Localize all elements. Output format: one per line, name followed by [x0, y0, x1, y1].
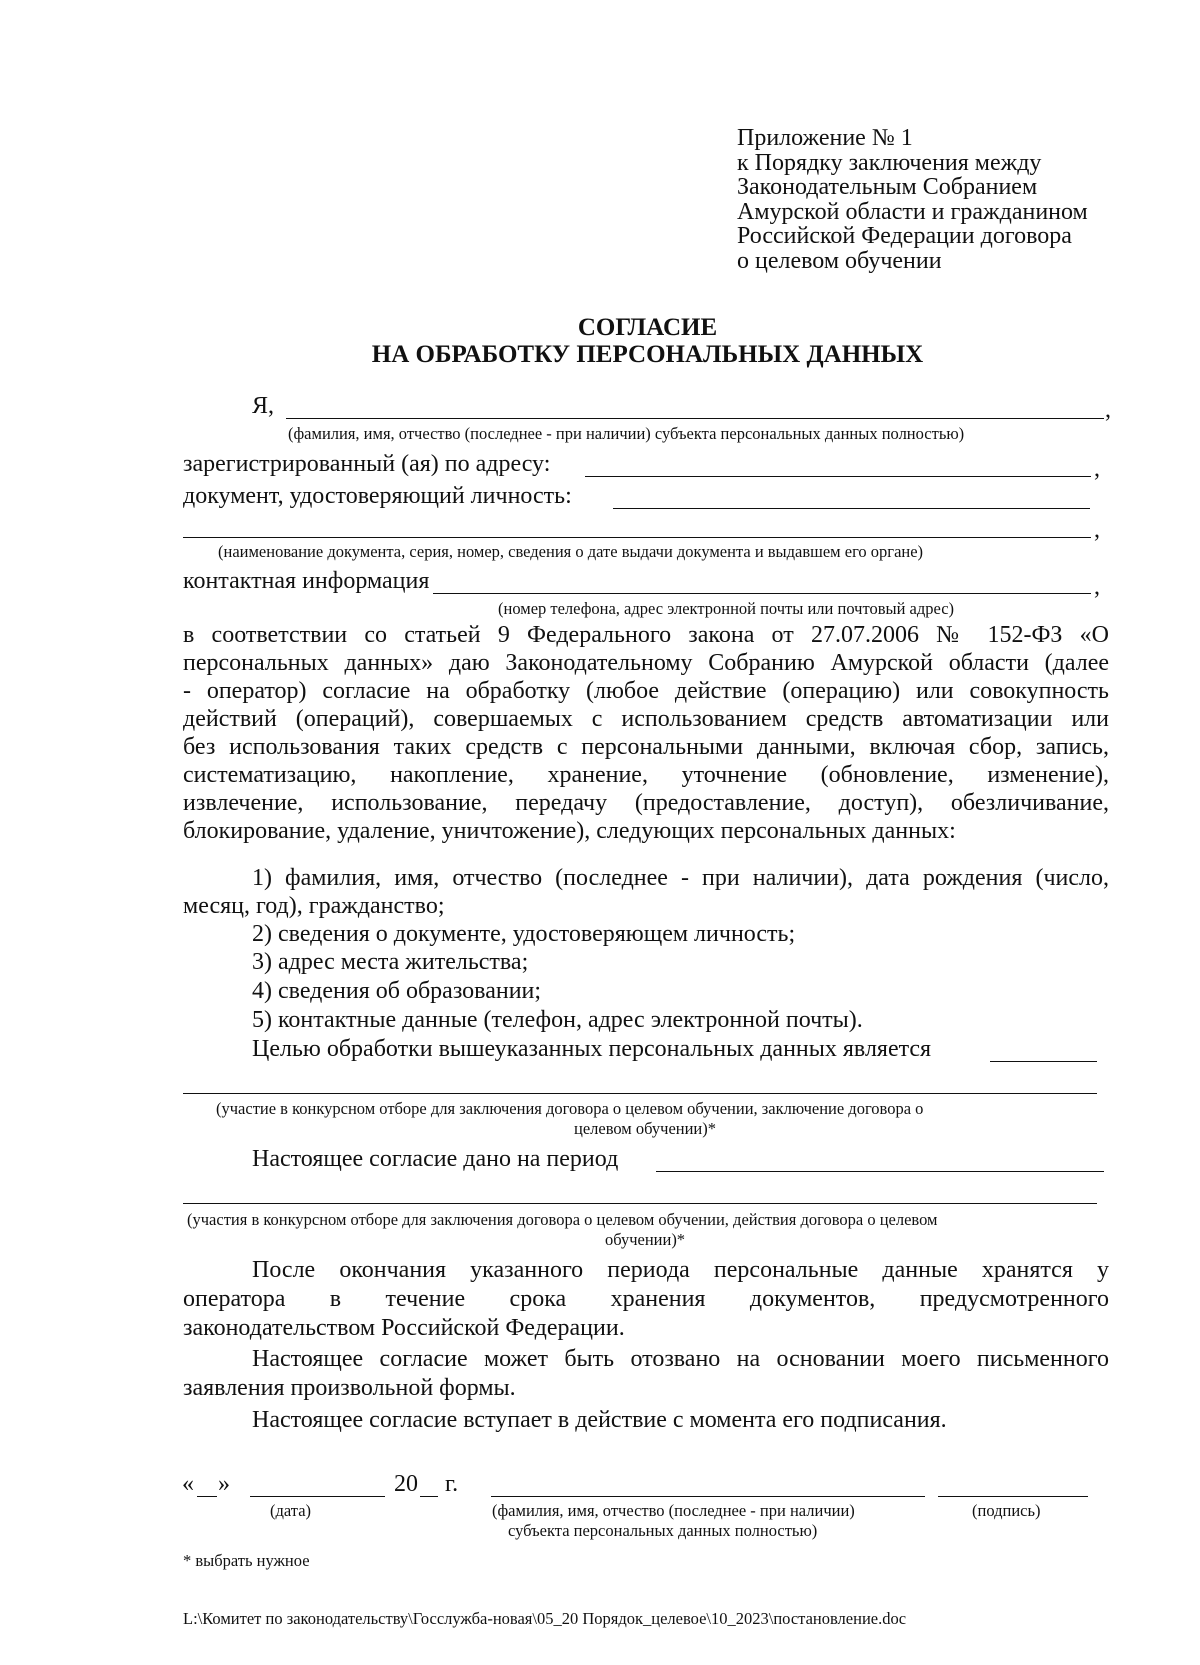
appendix-line: к Порядку заключения между — [737, 149, 1042, 176]
purpose-label: Целью обработки вышеуказанных персональных данных является — [252, 1036, 932, 1062]
month-field-line[interactable] — [250, 1496, 385, 1497]
year-suffix: г. — [445, 1471, 459, 1497]
document-subtitle — [0, 341, 1200, 368]
title-line-1: СОГЛАСИЕ — [577, 314, 718, 341]
body-line: в соответствии со статьей 9 Федерального закона от 27.07.2006 № 152-ФЗ «О — [183, 622, 1109, 648]
purpose-field-line-2[interactable] — [183, 1093, 1097, 1094]
appendix-line: Приложение № 1 — [737, 125, 913, 151]
after-paragraph-line-2: оператора в течение срока хранения документов, предусмотренного — [183, 1286, 1109, 1312]
contact-caption: (номер телефона, адрес электронной почты или почтовый адрес) — [498, 599, 955, 618]
item-1: 1) фамилия, имя, отчество (последнее - при наличии), дата рождения (число, — [252, 865, 1109, 891]
period-field-line[interactable] — [656, 1171, 1104, 1172]
purpose-caption-2: целевом обучении)* — [573, 1119, 716, 1138]
signature-line[interactable] — [938, 1496, 1088, 1497]
body-line: блокирование, удаление, уничтожение), следующих персональных данных: — [183, 818, 956, 844]
signature-fio-caption-1: (фамилия, имя, отчество (последнее - при наличии) — [492, 1501, 855, 1520]
body-line: - оператор) согласие на обработку (любое действие (операцию) или совокупность — [183, 678, 1109, 704]
document-field-line[interactable] — [613, 508, 1090, 509]
document-comma: , — [1094, 517, 1100, 543]
contact-comma: , — [1094, 574, 1100, 600]
revoke-line-1: Настоящее согласие может быть отозвано на основании моего письменного — [252, 1346, 1109, 1372]
contact-field-line[interactable] — [433, 593, 1091, 594]
document-label: документ, удостоверяющий личность: — [183, 483, 572, 509]
item-2: 2) сведения о документе, удостоверяющем личность; — [252, 921, 796, 947]
item-4: 4) сведения об образовании; — [252, 978, 542, 1004]
fio-caption: (фамилия, имя, отчество (последнее - при наличии) субъекта персональных данных полностью) — [288, 424, 965, 443]
date-caption: (дата) — [270, 1501, 312, 1520]
year-field-line[interactable] — [420, 1496, 438, 1497]
signature-fio-line[interactable] — [491, 1496, 925, 1497]
item-3: 3) адрес места жительства; — [252, 949, 529, 975]
period-label: Настоящее согласие дано на период — [252, 1146, 619, 1172]
body-line: систематизацию, накопление, хранение, уточнение (обновление, изменение), — [183, 762, 1109, 788]
period-caption-1: (участия в конкурсном отборе для заключения договора о целевом обучении, действия договора о целевом — [187, 1210, 938, 1229]
document-field-line-2[interactable] — [183, 537, 1091, 538]
body-line: без использования таких средств с персональными данными, включая сбор, запись, — [183, 734, 1109, 760]
purpose-caption-1: (участие в конкурсном отборе для заключения договора о целевом обучении, заключение договора о — [216, 1099, 924, 1118]
body-paragraph — [183, 621, 1109, 845]
year-prefix: 20 — [394, 1471, 418, 1497]
document-caption: (наименование документа, серия, номер, сведения о дате выдачи документа и выдавшем его органе) — [218, 542, 924, 561]
period-field-line-2[interactable] — [183, 1203, 1097, 1204]
purpose-field-line[interactable] — [990, 1061, 1097, 1062]
address-label: зарегистрированный (ая) по адресу: — [183, 451, 551, 477]
appendix-line: о целевом обучении — [737, 247, 942, 274]
quote-close: » — [218, 1471, 230, 1497]
after-paragraph-line-1: После окончания указанного периода персональные данные хранятся у — [252, 1257, 1109, 1283]
after-paragraph-line-3: законодательством Российской Федерации. — [183, 1315, 625, 1341]
fio-field-line[interactable] — [286, 418, 1104, 419]
title-line-2: НА ОБРАБОТКУ ПЕРСОНАЛЬНЫХ ДАННЫХ — [371, 341, 924, 368]
appendix-line: Законодательным Собранием — [737, 174, 1038, 200]
fio-comma: , — [1105, 397, 1111, 423]
revoke-line-2: заявления произвольной формы. — [183, 1375, 516, 1401]
appendix-block — [737, 126, 1088, 273]
appendix-line: Амурской области и гражданином — [737, 198, 1088, 225]
signature-fio-caption-2: субъекта персональных данных полностью) — [508, 1521, 818, 1540]
sign-caption: (подпись) — [972, 1501, 1041, 1520]
period-caption-2: обучении)* — [604, 1230, 686, 1249]
item-1-cont: месяц, год), гражданство; — [183, 893, 445, 919]
body-line: действий (операций), совершаемых с использованием средств автоматизации или — [183, 706, 1109, 732]
i-label: Я, — [252, 393, 275, 419]
body-line: персональных данных» даю Законодательному Собранию Амурской области (далее — [183, 650, 1109, 676]
day-field-line[interactable] — [197, 1496, 217, 1497]
contact-label: контактная информация — [183, 568, 430, 594]
file-path: L:\Комитет по законодательству\Госслужба-новая\05_20 Порядок_целевое\10_2023\постановление.doc — [183, 1609, 907, 1628]
body-line: извлечение, использование, передачу (предоставление, доступ), обезличивание, — [183, 790, 1109, 816]
document-title — [0, 314, 1200, 341]
address-comma: , — [1094, 456, 1100, 482]
footnote: * выбрать нужное — [183, 1551, 310, 1570]
item-5: 5) контактные данные (телефон, адрес электронной почты). — [252, 1007, 863, 1033]
effect-line: Настоящее согласие вступает в действие с момента его подписания. — [252, 1407, 947, 1433]
address-field-line[interactable] — [585, 476, 1091, 477]
quote-open: « — [182, 1471, 194, 1497]
appendix-line: Российской Федерации договора — [737, 223, 1072, 249]
